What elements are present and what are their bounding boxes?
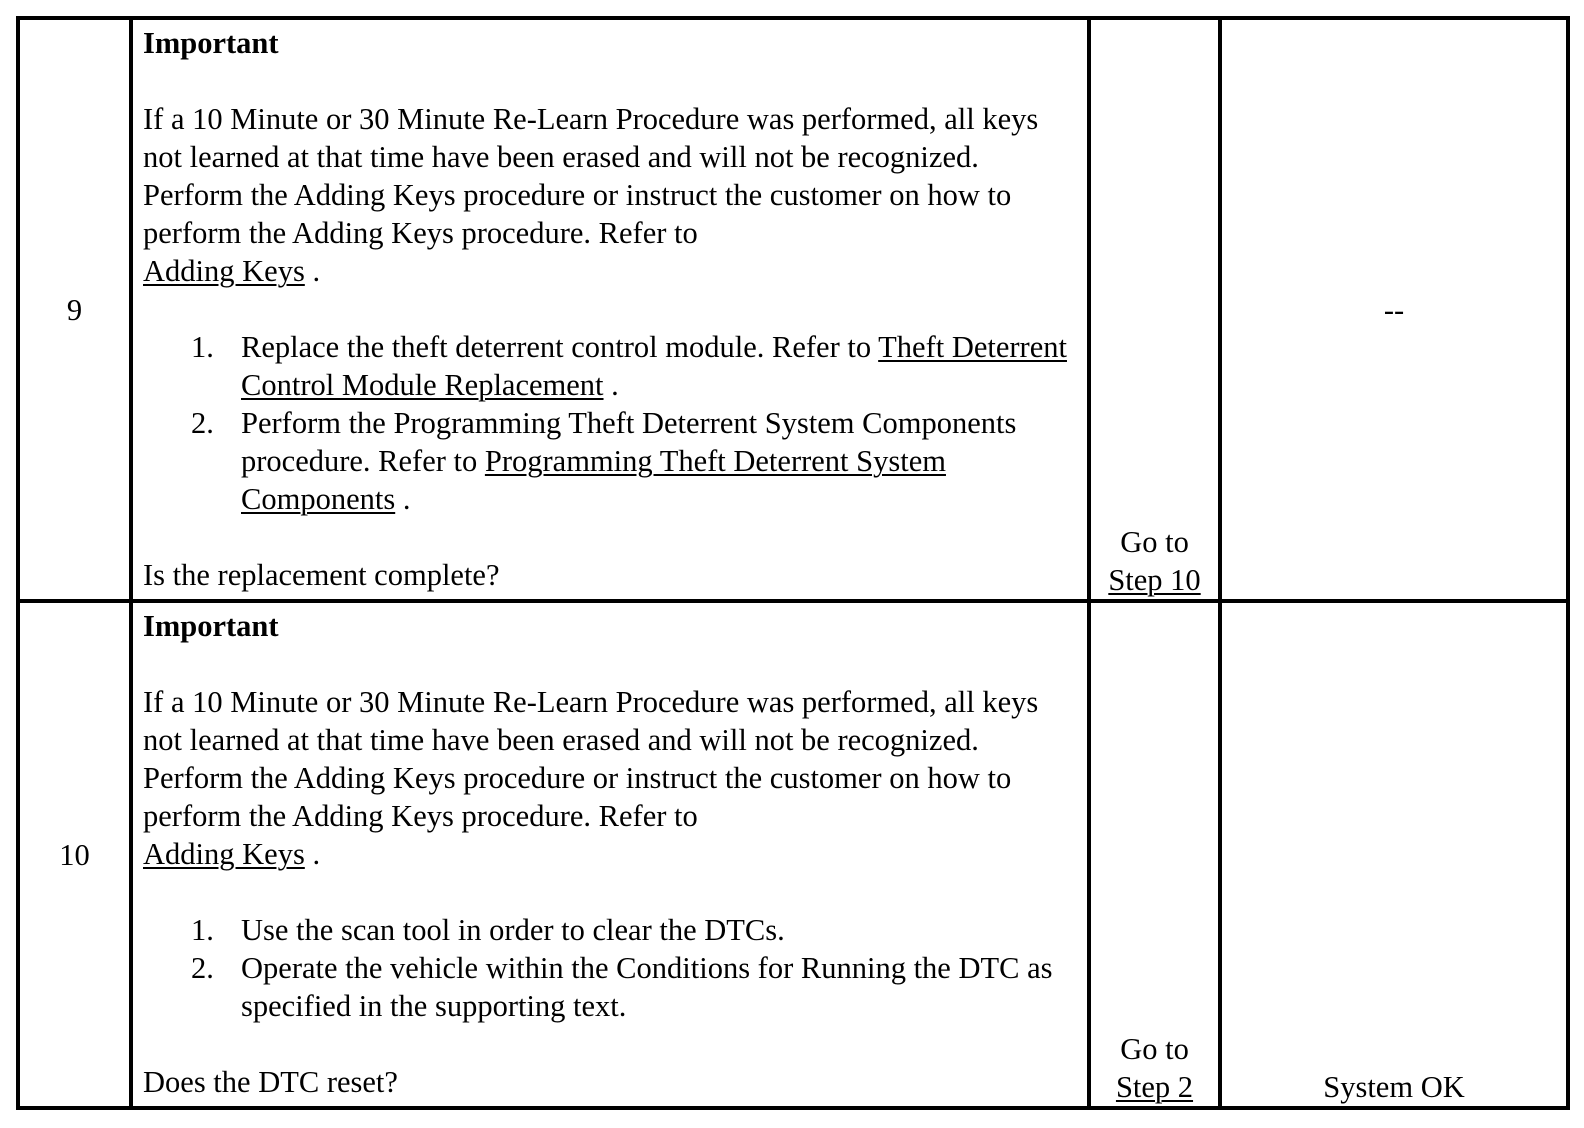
list-item (143, 911, 1081, 949)
item-number: 2. (191, 951, 214, 985)
important-label: Important (143, 26, 279, 60)
programming-tds-components-link[interactable]: Programming Theft Deterrent System Components (241, 444, 946, 516)
step-row (18, 601, 1568, 1108)
procedure-list (143, 328, 1081, 518)
item-text: Replace the theft deterrent control module. Refer to (241, 330, 872, 364)
item-number: 1. (191, 913, 214, 947)
list-item (143, 328, 1081, 404)
action-cell (131, 601, 1089, 1108)
no-cell (1220, 18, 1568, 601)
adding-keys-link[interactable]: Adding Keys (143, 254, 305, 288)
yes-cell (1089, 18, 1220, 601)
item-text: Operate the vehicle within the Conditions for Running the DTC as specified in the supporting text. (241, 951, 1053, 1023)
note-end: . (312, 837, 321, 871)
list-item (143, 949, 1081, 1025)
item-number: 1. (191, 330, 214, 364)
important-note (143, 100, 1081, 290)
item-text: Use the scan tool in order to clear the DTCs. (241, 913, 785, 947)
step-question: Is the replacement complete? (143, 558, 500, 592)
no-cell (1220, 601, 1568, 1108)
yes-cell (1089, 601, 1220, 1108)
diagnostic-steps-table (16, 16, 1570, 1110)
list-item (143, 404, 1081, 518)
go-to-step-link[interactable]: Step 2 (1115, 1070, 1194, 1104)
go-to-step-link[interactable]: Step 10 (1108, 563, 1201, 597)
note-end: . (312, 254, 321, 288)
adding-keys-link[interactable]: Adding Keys (143, 837, 305, 871)
important-note-text: If a 10 Minute or 30 Minute Re-Learn Procedure was performed, all keys not learned at that time have been erased and will not be recognized. Perform the Adding Keys procedure or instruct the customer on how to perform the Adding Keys procedure. Refer to (143, 685, 1039, 833)
no-text: -- (1383, 292, 1405, 327)
step-number: 9 (18, 18, 131, 601)
step-number: 10 (18, 601, 131, 1108)
yes-text: Go to (1120, 1032, 1189, 1066)
procedure-list (143, 911, 1081, 1025)
action-cell (131, 18, 1089, 601)
tdcm-replacement-link[interactable]: Theft Deterrent Control Module Replacement (241, 330, 1067, 402)
item-end: . (611, 368, 619, 402)
step-question: Does the DTC reset? (143, 1065, 398, 1099)
item-text: Perform the Programming Theft Deterrent System Components procedure. Refer to (241, 406, 1017, 478)
item-number: 2. (191, 406, 214, 440)
step-row (18, 18, 1568, 601)
important-note (143, 683, 1081, 873)
important-note-text: If a 10 Minute or 30 Minute Re-Learn Procedure was performed, all keys not learned at that time have been erased and will not be recognized. Perform the Adding Keys procedure or instruct the customer on how to perform the Adding Keys procedure. Refer to (143, 102, 1039, 250)
yes-text: Go to (1120, 525, 1189, 559)
item-end: . (402, 482, 411, 516)
important-label: Important (143, 609, 279, 643)
no-text: System OK (1323, 1070, 1465, 1104)
